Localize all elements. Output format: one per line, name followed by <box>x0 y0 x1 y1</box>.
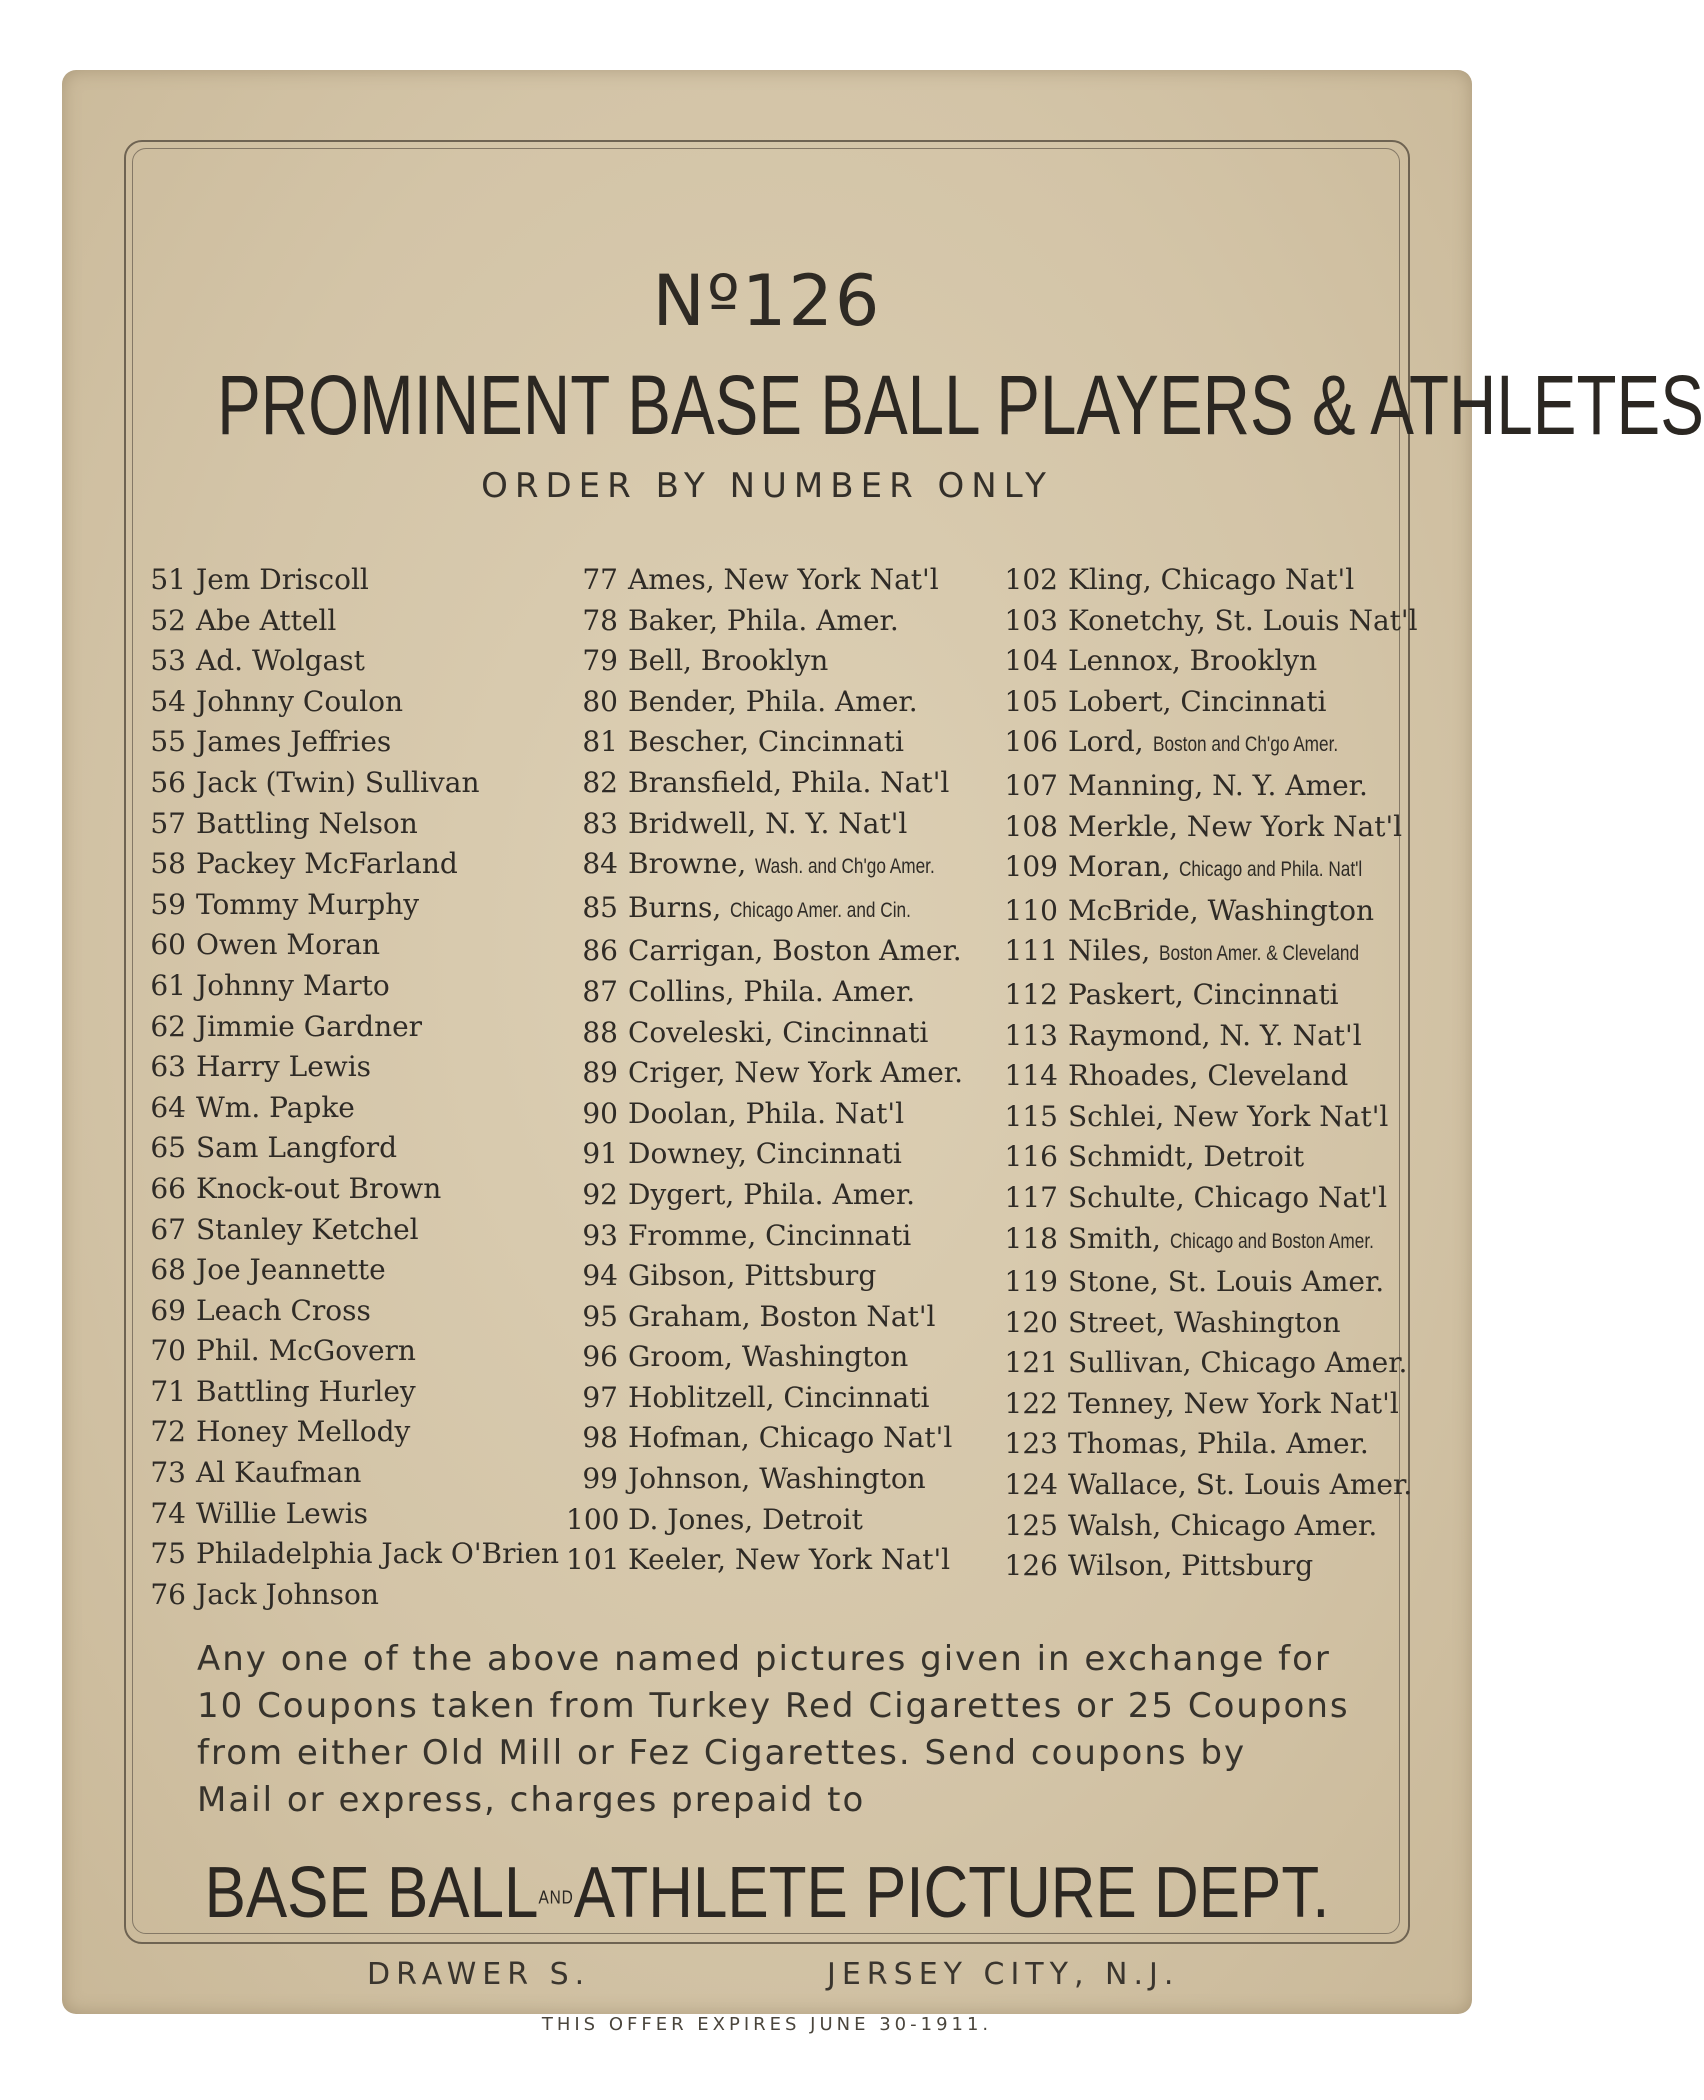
list-item <box>134 1250 559 1291</box>
list-item-number: 96 <box>582 1340 618 1374</box>
list-item <box>988 601 1418 642</box>
list-item-number: 90 <box>582 1096 618 1130</box>
list-item <box>988 1506 1418 1547</box>
list-item-name: Bescher, Cincinnati <box>628 725 904 759</box>
list-item-name: Konetchy, St. Louis Nat'l <box>1068 603 1418 637</box>
list-item <box>988 1056 1418 1097</box>
list-item-name: Sullivan, Chicago Amer. <box>1068 1346 1408 1380</box>
list-item <box>988 1137 1418 1178</box>
list-item-name: Niles, <box>1068 934 1151 968</box>
list-item-number: 57 <box>150 806 186 840</box>
list-item <box>988 975 1418 1016</box>
list-item <box>134 925 559 966</box>
list-item <box>566 601 974 642</box>
list-item-team-note: Boston Amer. & Cleveland <box>1159 942 1360 966</box>
list-item-number: 94 <box>582 1259 618 1293</box>
list-item <box>566 1094 974 1135</box>
list-item <box>134 966 559 1007</box>
list-item-name: Owen Moran <box>196 928 381 962</box>
list-item-name: Manning, N. Y. Amer. <box>1068 768 1368 802</box>
list-item <box>988 807 1418 848</box>
list-item-name: Browne, <box>628 847 747 881</box>
department-name <box>62 1852 1472 1934</box>
list-item-number: 88 <box>582 1015 618 1049</box>
list-item <box>566 1013 974 1054</box>
list-item <box>566 1216 974 1257</box>
list-item-number: 70 <box>150 1334 186 1368</box>
list-item <box>134 722 559 763</box>
list-item-name: Wallace, St. Louis Amer. <box>1068 1468 1413 1502</box>
list-item-number: 51 <box>150 563 186 596</box>
list-item-name: Coveleski, Cincinnati <box>628 1015 929 1049</box>
list-item-number: 54 <box>150 684 186 718</box>
list-item-number: 77 <box>582 563 618 596</box>
list-item-number: 116 <box>1004 1140 1058 1174</box>
list-item <box>566 804 974 845</box>
list-item-name: Phil. McGovern <box>196 1334 416 1368</box>
list-item-number: 69 <box>150 1293 186 1327</box>
list-item-name: Al Kaufman <box>196 1456 362 1490</box>
list-item <box>134 1494 559 1535</box>
list-item-name: Hofman, Chicago Nat'l <box>628 1421 953 1455</box>
list-item-name: Gibson, Pittsburg <box>628 1259 877 1293</box>
list-item-name: Lennox, Brooklyn <box>1068 644 1318 678</box>
list-item-name: Jem Driscoll <box>196 563 369 596</box>
list-item <box>134 1007 559 1048</box>
list-item-name: Lobert, Cincinnati <box>1068 684 1327 718</box>
list-item <box>566 1297 974 1338</box>
list-item-name: Jack Johnson <box>196 1577 379 1611</box>
list-item-name: Tenney, New York Nat'l <box>1068 1386 1399 1420</box>
list-item <box>134 1291 559 1332</box>
list-item <box>134 1128 559 1169</box>
list-item-number: 91 <box>582 1137 618 1171</box>
list-item <box>988 1465 1418 1506</box>
list-item-name: Philadelphia Jack O'Brien <box>196 1537 560 1571</box>
list-item <box>566 1418 974 1459</box>
list-item <box>988 1343 1418 1384</box>
list-item-number: 71 <box>150 1374 186 1408</box>
list-item-name: Abe Attell <box>196 603 337 637</box>
list-item-name: Battling Hurley <box>196 1374 416 1408</box>
list-item-number: 86 <box>582 934 618 968</box>
list-item-name: Stone, St. Louis Amer. <box>1068 1265 1385 1299</box>
list-item <box>988 1424 1418 1465</box>
list-item-name: Merkle, New York Nat'l <box>1068 809 1403 843</box>
list-item-name: Moran, <box>1068 850 1171 884</box>
list-item-number: 85 <box>582 890 618 924</box>
list-item <box>566 1256 974 1297</box>
list-item <box>134 1047 559 1088</box>
list-item-number: 123 <box>1004 1427 1058 1461</box>
player-list-column-2 <box>566 560 974 1581</box>
list-item-name: Fromme, Cincinnati <box>628 1218 912 1252</box>
list-item-number: 98 <box>582 1421 618 1455</box>
list-item-number: 82 <box>582 765 618 799</box>
list-item-number: 108 <box>1004 809 1058 843</box>
list-item-team-note: Boston and Ch'go Amer. <box>1152 733 1338 757</box>
list-item <box>988 1384 1418 1425</box>
list-item <box>566 1337 974 1378</box>
list-item <box>566 763 974 804</box>
list-item-number: 64 <box>150 1090 186 1124</box>
list-item <box>134 885 559 926</box>
list-item <box>566 1500 974 1541</box>
list-item <box>134 1453 559 1494</box>
list-item-number: 111 <box>1004 934 1058 968</box>
list-item-name: Willie Lewis <box>196 1496 369 1530</box>
department-name-left: BASE BALL <box>204 1853 539 1933</box>
list-item-name: Collins, Phila. Amer. <box>628 974 916 1008</box>
list-item-number: 78 <box>582 603 618 637</box>
list-item-name: Paskert, Cincinnati <box>1068 977 1339 1011</box>
list-item-name: Packey McFarland <box>196 847 458 881</box>
list-item-number: 124 <box>1004 1468 1058 1502</box>
list-item-number: 119 <box>1004 1265 1058 1299</box>
list-item-name: Leach Cross <box>196 1293 371 1327</box>
list-item-number: 117 <box>1004 1180 1058 1214</box>
list-item <box>988 931 1418 975</box>
list-item-name: Harry Lewis <box>196 1050 372 1084</box>
list-item-name: Tommy Murphy <box>196 887 420 921</box>
list-item-number: 76 <box>150 1577 186 1611</box>
list-item-number: 110 <box>1004 893 1058 927</box>
list-item-name: Doolan, Phila. Nat'l <box>628 1096 905 1130</box>
list-item-name: Graham, Boston Nat'l <box>628 1299 936 1333</box>
list-item-name: Bell, Brooklyn <box>628 644 829 678</box>
list-item <box>988 1303 1418 1344</box>
list-item <box>988 1178 1418 1219</box>
list-item-number: 60 <box>150 928 186 962</box>
list-item-name: Bridwell, N. Y. Nat'l <box>628 806 908 840</box>
list-item-name: Johnny Marto <box>196 968 390 1002</box>
card-subtitle: ORDER BY NUMBER ONLY <box>481 466 1053 506</box>
list-item <box>134 641 559 682</box>
list-item-name: Burns, <box>628 890 722 924</box>
list-item-name: Battling Nelson <box>196 806 418 840</box>
list-item-name: Downey, Cincinnati <box>628 1137 902 1171</box>
list-item-number: 95 <box>582 1299 618 1333</box>
list-item-name: Johnny Coulon <box>196 684 404 718</box>
offer-expiry: THIS OFFER EXPIRES JUNE 30-1911. <box>541 2014 993 2035</box>
list-item-team-note: Wash. and Ch'go Amer. <box>755 855 935 879</box>
list-item <box>566 1134 974 1175</box>
list-item-team-note: Chicago Amer. and Cin. <box>730 898 912 922</box>
list-item <box>988 1016 1418 1057</box>
list-item <box>134 844 559 885</box>
list-item-name: Jack (Twin) Sullivan <box>196 765 480 799</box>
list-item-number: 102 <box>1004 563 1058 596</box>
list-item <box>988 766 1418 807</box>
list-item-number: 80 <box>582 684 618 718</box>
list-item-number: 53 <box>150 644 186 678</box>
list-item-number: 106 <box>1004 725 1058 759</box>
list-item-number: 79 <box>582 644 618 678</box>
list-item-team-note: Chicago and Phila. Nat'l <box>1179 858 1363 882</box>
list-item-number: 65 <box>150 1131 186 1165</box>
list-item-number: 84 <box>582 847 618 881</box>
department-name-and: AND <box>538 1887 574 1908</box>
list-item-number: 105 <box>1004 684 1058 718</box>
list-item-number: 122 <box>1004 1386 1058 1420</box>
list-item-name: Dygert, Phila. Amer. <box>628 1177 916 1211</box>
list-item-number: 100 <box>566 1502 620 1536</box>
list-item-number: 114 <box>1004 1059 1058 1093</box>
list-item-team-note: Chicago and Boston Amer. <box>1169 1229 1374 1253</box>
list-item <box>134 1169 559 1210</box>
list-item-name: Raymond, N. Y. Nat'l <box>1068 1018 1362 1052</box>
list-item <box>988 560 1418 601</box>
list-item <box>566 972 974 1013</box>
list-item-number: 55 <box>150 725 186 759</box>
list-item-name: Wm. Papke <box>196 1090 355 1124</box>
list-item-number: 113 <box>1004 1018 1058 1052</box>
player-list-column-1 <box>134 560 559 1615</box>
list-item-name: Groom, Washington <box>628 1340 909 1374</box>
list-item-number: 62 <box>150 1009 186 1043</box>
list-item-number: 66 <box>150 1171 186 1205</box>
list-item <box>566 1053 974 1094</box>
player-list-column-3 <box>988 560 1418 1587</box>
list-item <box>566 560 974 601</box>
list-item-number: 61 <box>150 968 186 1002</box>
list-item-number: 97 <box>582 1380 618 1414</box>
list-item-name: Carrigan, Boston Amer. <box>628 934 962 968</box>
department-name-right: ATHLETE PICTURE DEPT. <box>573 1853 1330 1933</box>
list-item <box>988 1219 1418 1263</box>
address-city: JERSEY CITY, N.J. <box>827 1957 1180 1992</box>
offer-line: from either Old Mill or Fez Cigarettes. Send coupons by <box>197 1733 1247 1773</box>
offer-line: 10 Coupons taken from Turkey Red Cigarettes or 25 Coupons <box>197 1686 1350 1726</box>
list-item-name: Wilson, Pittsburg <box>1068 1549 1314 1583</box>
list-item <box>566 844 974 888</box>
list-item-name: James Jeffries <box>196 725 392 759</box>
list-item <box>988 722 1418 766</box>
list-item-name: Sam Langford <box>196 1131 398 1165</box>
list-item <box>566 722 974 763</box>
list-item-name: Walsh, Chicago Amer. <box>1068 1508 1378 1542</box>
list-item-number: 52 <box>150 603 186 637</box>
list-item <box>988 1262 1418 1303</box>
list-item-name: Smith, <box>1068 1221 1161 1255</box>
list-item-name: Keeler, New York Nat'l <box>628 1543 951 1577</box>
list-item-name: Knock-out Brown <box>196 1171 442 1205</box>
list-item-name: Street, Washington <box>1068 1305 1341 1339</box>
list-item-number: 103 <box>1004 603 1058 637</box>
list-item <box>988 847 1418 891</box>
list-item <box>566 888 974 932</box>
list-item <box>134 682 559 723</box>
list-item-number: 107 <box>1004 768 1058 802</box>
list-item <box>134 1372 559 1413</box>
list-item-number: 104 <box>1004 644 1058 678</box>
list-item-number: 118 <box>1004 1221 1058 1255</box>
list-item <box>134 1331 559 1372</box>
list-item-name: Hoblitzell, Cincinnati <box>628 1380 930 1414</box>
list-item-name: Rhoades, Cleveland <box>1068 1059 1349 1093</box>
list-item-name: Schlei, New York Nat'l <box>1068 1099 1389 1133</box>
list-item-number: 67 <box>150 1212 186 1246</box>
list-item-number: 125 <box>1004 1508 1058 1542</box>
list-item-number: 83 <box>582 806 618 840</box>
list-item <box>988 641 1418 682</box>
list-item <box>566 931 974 972</box>
list-item-number: 68 <box>150 1253 186 1287</box>
card <box>62 70 1704 2035</box>
list-item-number: 75 <box>150 1537 186 1571</box>
list-item-number: 126 <box>1004 1549 1058 1583</box>
list-item-name: Johnson, Washington <box>628 1462 926 1496</box>
list-item-name: Bender, Phila. Amer. <box>628 684 918 718</box>
list-item <box>566 1540 974 1581</box>
list-item <box>134 560 559 601</box>
list-item <box>134 601 559 642</box>
list-item <box>134 804 559 845</box>
list-item-number: 99 <box>582 1462 618 1496</box>
list-item-number: 56 <box>150 765 186 799</box>
offer-line: Any one of the above named pictures given in exchange for <box>197 1639 1331 1679</box>
list-item-name: Criger, New York Amer. <box>628 1056 964 1090</box>
list-item-number: 73 <box>150 1456 186 1490</box>
list-item-name: Schmidt, Detroit <box>1068 1140 1305 1174</box>
card-title: PROMINENT BASE BALL PLAYERS & ATHLETES <box>217 358 1704 452</box>
list-item <box>134 1534 559 1575</box>
list-item-number: 120 <box>1004 1305 1058 1339</box>
list-item-number: 109 <box>1004 850 1058 884</box>
list-item-number: 115 <box>1004 1099 1058 1133</box>
list-item <box>566 682 974 723</box>
list-item-name: Bransfield, Phila. Nat'l <box>628 765 950 799</box>
list-item-number: 81 <box>582 725 618 759</box>
list-item-name: Thomas, Phila. Amer. <box>1068 1427 1369 1461</box>
offer-text <box>197 1636 1397 1824</box>
list-item-number: 101 <box>566 1543 620 1577</box>
list-item-name: Ad. Wolgast <box>196 644 365 678</box>
list-item-name: Stanley Ketchel <box>196 1212 419 1246</box>
card-number: Nº126 <box>652 260 882 342</box>
list-item-number: 121 <box>1004 1346 1058 1380</box>
list-item <box>988 891 1418 932</box>
list-item-number: 63 <box>150 1050 186 1084</box>
list-item-name: D. Jones, Detroit <box>628 1502 863 1536</box>
list-item <box>134 763 559 804</box>
list-item-number: 59 <box>150 887 186 921</box>
list-item-name: Baker, Phila. Amer. <box>628 603 899 637</box>
list-item <box>988 1097 1418 1138</box>
list-item-name: Jimmie Gardner <box>196 1009 423 1043</box>
list-item-name: McBride, Washington <box>1068 893 1375 927</box>
list-item-number: 89 <box>582 1056 618 1090</box>
list-item-number: 112 <box>1004 977 1058 1011</box>
list-item <box>566 1175 974 1216</box>
list-item-name: Joe Jeannette <box>196 1253 386 1287</box>
list-item <box>988 682 1418 723</box>
list-item-name: Lord, <box>1068 725 1144 759</box>
list-item <box>134 1088 559 1129</box>
list-item <box>134 1412 559 1453</box>
address-drawer: DRAWER S. <box>367 1957 591 1992</box>
list-item <box>134 1575 559 1616</box>
list-item-number: 93 <box>582 1218 618 1252</box>
list-item-name: Schulte, Chicago Nat'l <box>1068 1180 1388 1214</box>
list-item <box>988 1546 1418 1587</box>
list-item-name: Honey Mellody <box>196 1415 411 1449</box>
list-item <box>566 1459 974 1500</box>
offer-line: Mail or express, charges prepaid to <box>197 1780 866 1820</box>
list-item-number: 58 <box>150 847 186 881</box>
list-item-number: 87 <box>582 974 618 1008</box>
list-item <box>566 641 974 682</box>
list-item-number: 74 <box>150 1496 186 1530</box>
list-item <box>134 1210 559 1251</box>
list-item-name: Ames, New York Nat'l <box>628 563 939 596</box>
list-item <box>566 1378 974 1419</box>
list-item-number: 72 <box>150 1415 186 1449</box>
list-item-name: Kling, Chicago Nat'l <box>1068 563 1355 596</box>
list-item-number: 92 <box>582 1177 618 1211</box>
